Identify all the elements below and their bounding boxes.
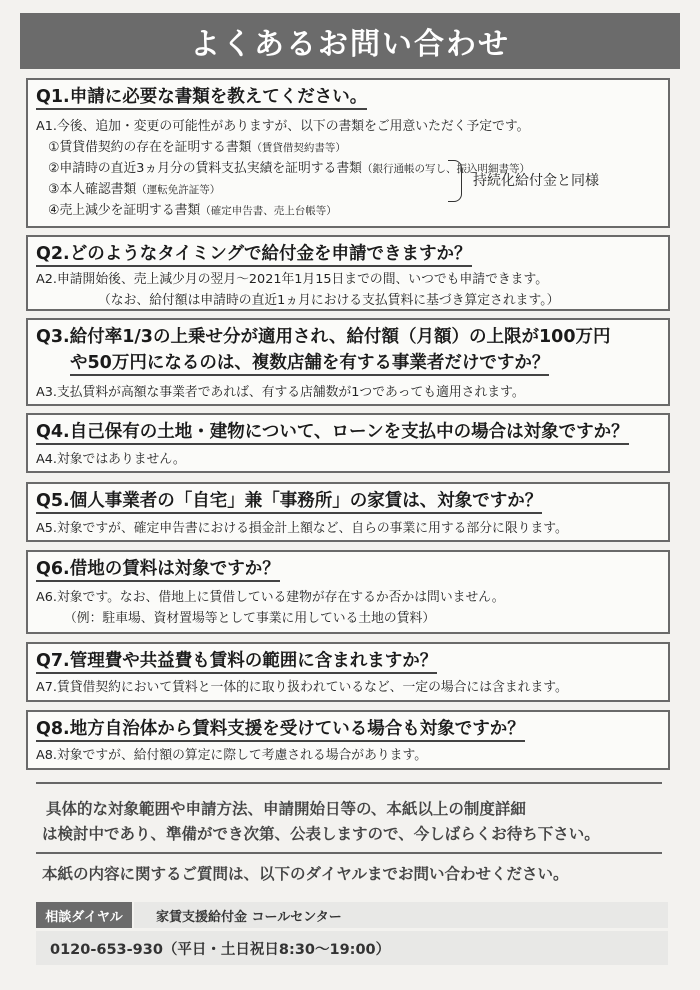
answer-7: A7.賃貸借契約において賃料と一体的に取り扱われているなど、一定の場合には含まれます。 bbox=[36, 680, 568, 695]
qa-item-6 bbox=[26, 550, 670, 634]
question-6: Q6.借地の賃料は対象ですか？ bbox=[36, 556, 662, 582]
bracket-label: 持続化給付金と同様 bbox=[473, 173, 599, 189]
contact-name: 家賃支援給付金 コールセンター bbox=[134, 902, 668, 928]
qa-item-8 bbox=[26, 710, 670, 770]
inquiry-text: 本紙の内容に関するご質問は、以下のダイヤルまでお問い合わせください。 bbox=[42, 865, 569, 883]
answer-2-line-1: A2.申請開始後、売上減少月の翌月～2021年1月15日までの間、いつでも申請できます。 bbox=[36, 272, 549, 287]
page-title-text: よくあるお問い合わせ bbox=[190, 27, 510, 62]
answer-1-item-4: ④売上減少を証明する書類（確定申告書、売上台帳等） bbox=[48, 203, 337, 218]
answer-3: A3.支払賃料が高額な事業者であれば、有する店舗数が1つであっても適用されます。 bbox=[36, 385, 525, 400]
page-title bbox=[20, 13, 680, 69]
qa-item-4 bbox=[26, 413, 670, 473]
answer-6-line-1: A6.対象です。なお、借地上に賃借している建物が存在するか否かは問いません。 bbox=[36, 590, 505, 605]
qa-item-2 bbox=[26, 235, 670, 311]
answer-2-line-2: （なお、給付額は申請時の直近1ヵ月における支払賃料に基づき算定されます。） bbox=[98, 293, 560, 308]
answer-8: A8.対象ですが、給付額の算定に際して考慮される場合があります。 bbox=[36, 748, 428, 763]
answer-1-intro: A1.今後、追加・変更の可能性がありますが、以下の書類をご用意いただく予定です。 bbox=[36, 119, 530, 134]
qa-item-1 bbox=[26, 78, 670, 228]
question-5: Q5.個人事業者の「自宅」兼「事務所」の家賃は、対象ですか？ bbox=[36, 488, 662, 514]
divider-top bbox=[36, 782, 662, 784]
answer-5: A5.対象ですが、確定申告書における損金計上額など、自らの事業に用する部分に限ります。 bbox=[36, 521, 568, 536]
notice-line-2: は検討中であり、準備ができ次第、公表しますので、今しばらくお待ち下さい。 bbox=[42, 825, 600, 843]
qa-item-5 bbox=[26, 482, 670, 542]
qa-item-3 bbox=[26, 318, 670, 406]
divider-middle bbox=[36, 852, 662, 854]
answer-1-item-1: ①賃貸借契約の存在を証明する書類（賃貸借契約書等） bbox=[48, 140, 346, 155]
phone-number[interactable]: 0120-653-930（平日・土日祝日8:30～19:00） bbox=[36, 931, 668, 965]
question-8: Q8.地方自治体から賃料支援を受けている場合も対象ですか？ bbox=[36, 716, 662, 742]
question-1: Q1.申請に必要な書類を教えてください。 bbox=[36, 84, 662, 110]
question-3-line-1: Q3.給付率1/3の上乗せ分が適用され、給付額（月額）の上限が100万円 bbox=[36, 327, 611, 347]
notice-line-1: 具体的な対象範囲や申請方法、申請開始日等の、本紙以上の制度詳細 bbox=[46, 800, 526, 818]
qa-item-7 bbox=[26, 642, 670, 702]
contact-label: 相談ダイヤル bbox=[36, 902, 132, 928]
answer-1-item-2: ②申請時の直近3ヵ月分の賃料支払実績を証明する書類（銀行通帳の写し、振込明細書等） bbox=[48, 161, 530, 176]
answer-4: A4.対象ではありません。 bbox=[36, 452, 186, 467]
question-4: Q4.自己保有の土地・建物について、ローンを支払中の場合は対象ですか？ bbox=[36, 419, 662, 445]
bracket-mark bbox=[448, 160, 462, 202]
question-3-line-2: や50万円になるのは、複数店舗を有する事業者だけですか？ bbox=[70, 350, 662, 376]
question-2: Q2.どのようなタイミングで給付金を申請できますか？ bbox=[36, 241, 662, 267]
answer-6-line-2: （例：駐車場、資材置場等として事業に用している土地の賃料） bbox=[64, 611, 436, 626]
question-7: Q7.管理費や共益費も賃料の範囲に含まれますか？ bbox=[36, 648, 662, 674]
answer-1-item-3: ③本人確認書類（運転免許証等） bbox=[48, 182, 221, 197]
